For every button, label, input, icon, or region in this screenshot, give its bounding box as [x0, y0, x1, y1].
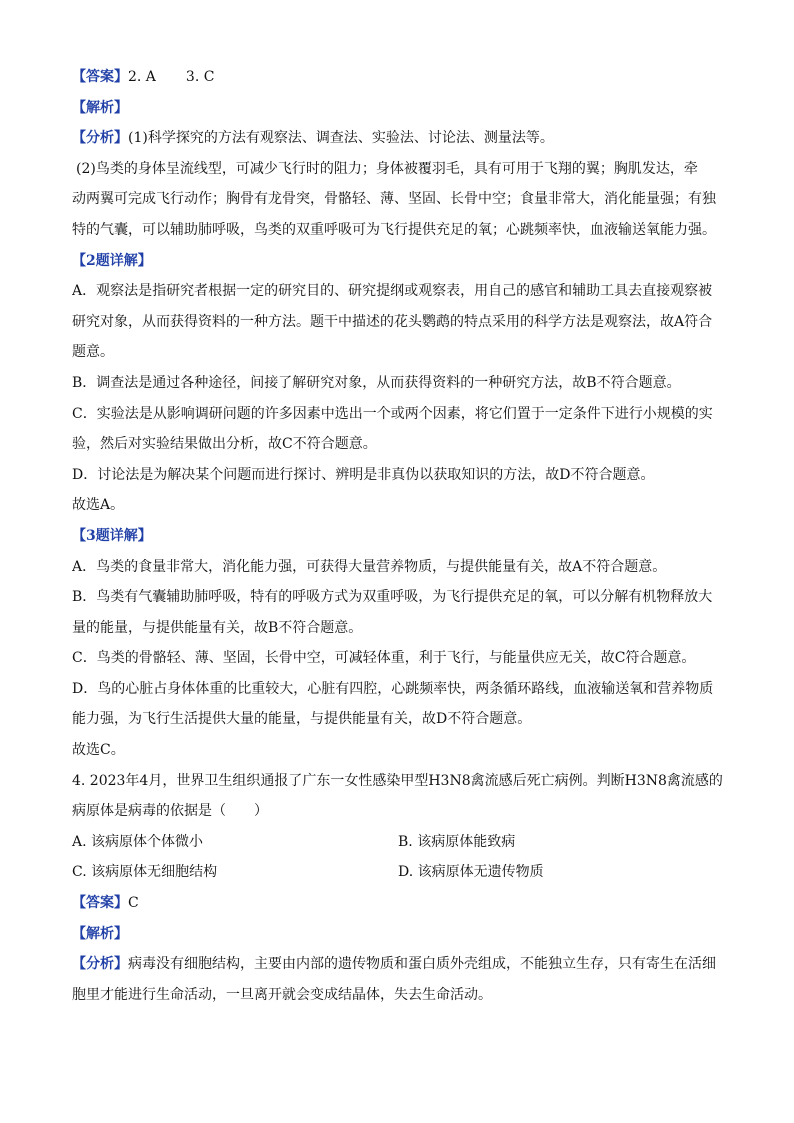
- analysis2-tag: 【解析】: [72, 925, 128, 942]
- q2-line: A．观察法是指研究者根据一定的研究目的、研究提纲或观察表，用自己的感官和辅助工具去直接观察被: [72, 283, 713, 300]
- fenxi-p2-line: (2)鸟类的身体呈流线型，可减少飞行时的阻力；身体被覆羽毛，具有可用于飞翔的翼；胸肌发达，牵: [76, 160, 698, 177]
- q4-stem-line: 4. 2023年4月，世界卫生组织通报了广东一女性感染甲型H3N8禽流感后死亡病例。判断H3N8禽流感的: [72, 772, 723, 789]
- fenxi-p2-line: 动两翼可完成飞行动作；胸骨有龙骨突，骨骼轻、薄、坚固、长骨中空；食量非常大，消化能量强；有独: [72, 191, 716, 208]
- q3-line: 故选C。: [72, 742, 125, 759]
- q2-detail-tag: 【2题详解】: [72, 252, 152, 269]
- q3-line: 量的能量，与提供能量有关，故B不符合题意。: [72, 619, 363, 636]
- q2-line: 验，然后对实验结果做出分析，故C不符合题意。: [72, 436, 377, 453]
- q3-line: B．鸟类有气囊辅助肺呼吸，特有的呼吸方式为双重呼吸，为飞行提供充足的氧，可以分解有机物释放大: [72, 589, 713, 606]
- fenxi-text: (1)科学探究的方法有观察法、调查法、实验法、讨论法、测量法等。: [128, 130, 554, 147]
- q3-line: A．鸟类的食量非常大，消化能力强，可获得大量营养物质，与提供能量有关，故A不符合题意。: [72, 558, 667, 575]
- q2-line: B．调查法是通过各种途径，间接了解研究对象，从而获得资料的一种研究方法，故B不符合题意。: [72, 374, 681, 391]
- answer-line: [72, 62, 724, 93]
- fenxi2-tag: 【分析】: [72, 956, 128, 973]
- answer-item-q2: 2. A: [128, 69, 156, 85]
- q4-option-b: B. 该病原体能致病: [398, 833, 516, 850]
- q3-line: 能力强，为飞行生活提供大量的能量，与提供能量有关，故D不符合题意。: [72, 711, 532, 728]
- q2-line: 故选A。: [72, 497, 125, 514]
- fenxi2-line: [72, 949, 724, 980]
- answer-item-q3: 3. C: [185, 69, 215, 85]
- q2-line: 研究对象，从而获得资料的一种方法。题干中描述的花头鹦鹉的特点采用的科学方法是观察法，故A符合: [72, 313, 713, 330]
- q3-line: D．鸟的心脏占身体体重的比重较大，心脏有四腔，心跳频率快，两条循环路线，血液输送氧和营养物质: [72, 680, 714, 697]
- answer2-line: [72, 888, 724, 919]
- q3-line: C．鸟类的骨骼轻、薄、坚固，长骨中空，可减轻体重，利于飞行，与能量供应无关，故C符合题意。: [72, 650, 696, 667]
- fenxi-tag: 【分析】: [72, 130, 128, 147]
- q4-option-a: A. 该病原体个体微小: [72, 833, 204, 850]
- q2-line: 题意。: [72, 344, 114, 361]
- analysis2-heading: [72, 919, 724, 950]
- fenxi2-line: 胞里才能进行生命活动，一旦离开就会变成结晶体，失去生命活动。: [72, 986, 492, 1003]
- document-page: [72, 62, 724, 1010]
- q4-options-row-1: [72, 827, 724, 858]
- q2-line: C．实验法是从影响调研问题的许多因素中选出一个或两个因素，将它们置于一定条件下进行小规模的实: [72, 405, 713, 422]
- q3-detail-heading: [72, 521, 724, 552]
- q3-detail-tag: 【3题详解】: [72, 527, 152, 544]
- q4-stem-line: 病原体是病毒的依据是（ ）: [72, 803, 268, 820]
- q4-options-row-2: [72, 857, 724, 888]
- fenxi-p2-line: 特的气囊，可以辅助肺呼吸，鸟类的双重呼吸可为飞行提供充足的氧；心跳频率快，血液输送氧能力强。: [72, 221, 716, 238]
- fenxi2-text: 病毒没有细胞结构，主要由内部的遗传物质和蛋白质外壳组成，不能独立生存，只有寄生在活细: [128, 956, 716, 973]
- analysis-heading: [72, 93, 724, 124]
- answer-tag: 【答案】: [72, 69, 128, 85]
- answer2-value: C: [128, 895, 139, 912]
- q4-option-d: D. 该病原体无遗传物质: [398, 864, 544, 881]
- fenxi-line: [72, 123, 724, 154]
- answer2-tag: 【答案】: [72, 895, 128, 912]
- analysis-tag: 【解析】: [72, 99, 128, 116]
- q4-option-c: C. 该病原体无细胞结构: [72, 864, 218, 881]
- q2-detail-heading: [72, 246, 724, 277]
- q2-line: D．讨论法是为解决某个问题而进行探讨、辨明是非真伪以获取知识的方法，故D不符合题意。: [72, 466, 655, 483]
